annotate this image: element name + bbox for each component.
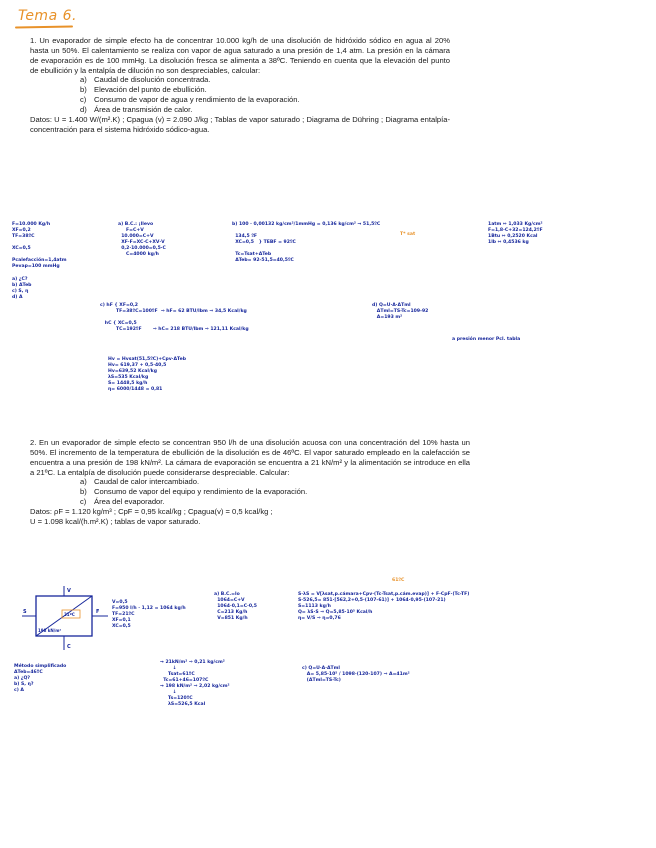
evaporator-diagram xyxy=(22,586,122,652)
list-item: c) Consumo de vapor de agua y rendimiento de la evaporación. xyxy=(80,95,300,105)
diagram-label-tf: 21ºC xyxy=(64,612,75,617)
diagram-label-v: V xyxy=(67,588,71,594)
notes-1-given: F=10.000 Kg/h XF=0,2 TF=38ºC XC=0,5 Pcalefacción=1,4atm Pevap=100 mmHg a) ¿C? b) ΔTeb c) S, η d) A xyxy=(12,222,67,300)
problem-2 xyxy=(30,438,470,527)
list-item: b) Consumo de vapor del equipo y rendimiento de la evaporación. xyxy=(80,487,308,497)
problem-1-options xyxy=(80,75,450,114)
problem-2-datos-2: U = 1.098 kcal/(h.m².K) ; tablas de vapor saturado. xyxy=(30,516,201,526)
notes-2-given: V=0,5 F=950 l/h · 1,12 = 1064 kg/h TF=21ºC XF=0,1 XC=0,5 xyxy=(112,600,186,630)
problem-1-statement: 1. Un evaporador de simple efecto ha de concentrar 10.000 kg/h de una disolución de hidróxido sódico en agua al 20% hasta un 50%. El calentamiento se realiza con vapor de agua saturado a una presión de 1,4 atm. La presión en la cámara de evaporación es de 100 mmHg. La disolución fresca se alimenta a 38ºC. Teniendo en cuenta que la elevación del punto de ebullición y la entalpía de dilución no son despreciables, calcular: xyxy=(30,36,450,75)
title-underline xyxy=(15,25,73,28)
diagram-label-c: C xyxy=(67,644,71,650)
list-item: a) Caudal de calor intercambiado. xyxy=(80,477,200,487)
notes-2-tag: 61ºC xyxy=(392,578,405,583)
diagram-label-pressure: 198 kN/m² xyxy=(38,628,62,633)
problem-2-options xyxy=(80,477,470,507)
notes-1-balance: a) B.C.: ¡llevo F=C+V 10.000=C+V XF·F=XC·C+XV·V 0,2·10.000=0,5·C C=4000 kg/h xyxy=(118,222,166,258)
notes-1-hv: Hv = Hvsat(51,5ºC)+Cpv·ΔTeb Hv= 619,37 + 0,5·40,5 Hv=639,52 Kcal/kg λS=535 Kcal/kg S= 1448,5 kg/h η= 6000/1448 = 0,81 xyxy=(108,357,186,393)
notes-1-c: c) hF { XF=0,2 TF=38ºC=100ºF ⇒ hF= 62 BTU/lbm ⇒ 34,5 Kcal/kg hC { XC=0,5 TC=192ºF ⇒ hC= 218 BTU/lbm ⇒ 121,11 Kcal/kg xyxy=(100,303,249,333)
list-item: b) Elevación del punto de ebullición. xyxy=(80,85,207,95)
notes-2-steam: → 21kN/m² ⇒ 0,21 kg/cm² ↓ Tsat=61ºC Tc=61+46=107ºC → 198 kN/m² ⇒ 2,02 kg/cm² ↓ Ts=120ºC λS=526,5 Kcal xyxy=(160,660,230,708)
notes-1-d-note: a presión menor Pcl. tabla xyxy=(452,337,521,342)
diagram-label-s: S xyxy=(23,609,27,615)
notes-2-method: Método simplificado ΔTeb=46ºC a) ¿Q? b) S, η? c) A xyxy=(14,664,67,694)
problem-2-statement: 2. En un evaporador de simple efecto se concentran 950 l/h de una disolución acuosa con una concentración del 10% hasta un 50%. El incremento de la temperatura de ebullición de la disolución es de 46ºC. El vapor saturado empleado en la calefacción se encuentra a una presión de 198 kN/m². La cámara de evaporación se encuentra a 21 kN/m² y la alimentación se introduce en ella a 21ºC. La entalpía de disolución puede considerarse despreciable. Calcular: xyxy=(30,438,470,477)
problem-1-datos: Datos: U = 1.400 W/(m².K) ; Cpagua (v) = 2.090 J/kg ; Tablas de vapor saturado ; Diagrama de Dühring ; Diagrama entalpía-concentración para el sistema hidróxido sódico-agua. xyxy=(30,114,450,134)
notes-2-energy: S·λS = V[λsat,p.cámara+Cpv·(Tc-Tsat,p.cám.evap)] + F·CpF·(Tc-TF) S·526,5= 851·[562,2+0,5·(107-61)] + 1064·0,95·(107-21) S=1113 kg/h Q= λS·S ⇒ Q=5,85·10⁵ Kcal/h η= V/S ⇒ η=0,76 xyxy=(298,592,470,622)
notes-1-b: b) 100 · 0,00132 kg/cm²/1mmHg = 0,136 kg/cm² → 51,5ºC 134,5 ºF XC=0,5 } TEBF = 92ºC Tc=Tsat+ΔTeb ΔTeb= 92-51,5=40,5ºC xyxy=(232,222,381,264)
notes-2-area: c) Q=U·A·ΔTml A= 5,85·10⁵ / 1098·(120-107) ⇒ A=41m² (ΔTml=TS-Tc) xyxy=(302,666,410,684)
list-item: c) Área del evaporador. xyxy=(80,497,165,507)
notes-1-conversions: 1atm ⇔ 1,033 Kg/cm² F=1,8·C+32=124,2ºF 1Btu ⇔ 0,2520 Kcal 1lb ⇔ 0,4536 kg xyxy=(488,222,543,246)
problem-2-datos: Datos: ρF = 1.120 kg/m³ ; CpF = 0,95 kcal/kg ; Cpagua(v) = 0,5 kcal/kg ; xyxy=(30,507,273,517)
problem-1 xyxy=(30,36,450,135)
page-title: Tema 6. xyxy=(18,8,77,24)
notes-1-d: d) Q=U·A·ΔTml ΔTml=TS-Tc=109-92 A=193 m² xyxy=(372,303,429,321)
notes-1-tag: T* sat xyxy=(400,232,416,237)
notes-2-balance: a) B.C.=lo 1064=C+V 1064·0,1=C·0,5 C=213 Kg/h V=851 Kg/h xyxy=(214,592,257,622)
list-item: d) Área de transmisión de calor. xyxy=(80,105,193,115)
list-item: a) Caudal de disolución concentrada. xyxy=(80,75,211,85)
diagram-label-f: F xyxy=(96,609,100,615)
